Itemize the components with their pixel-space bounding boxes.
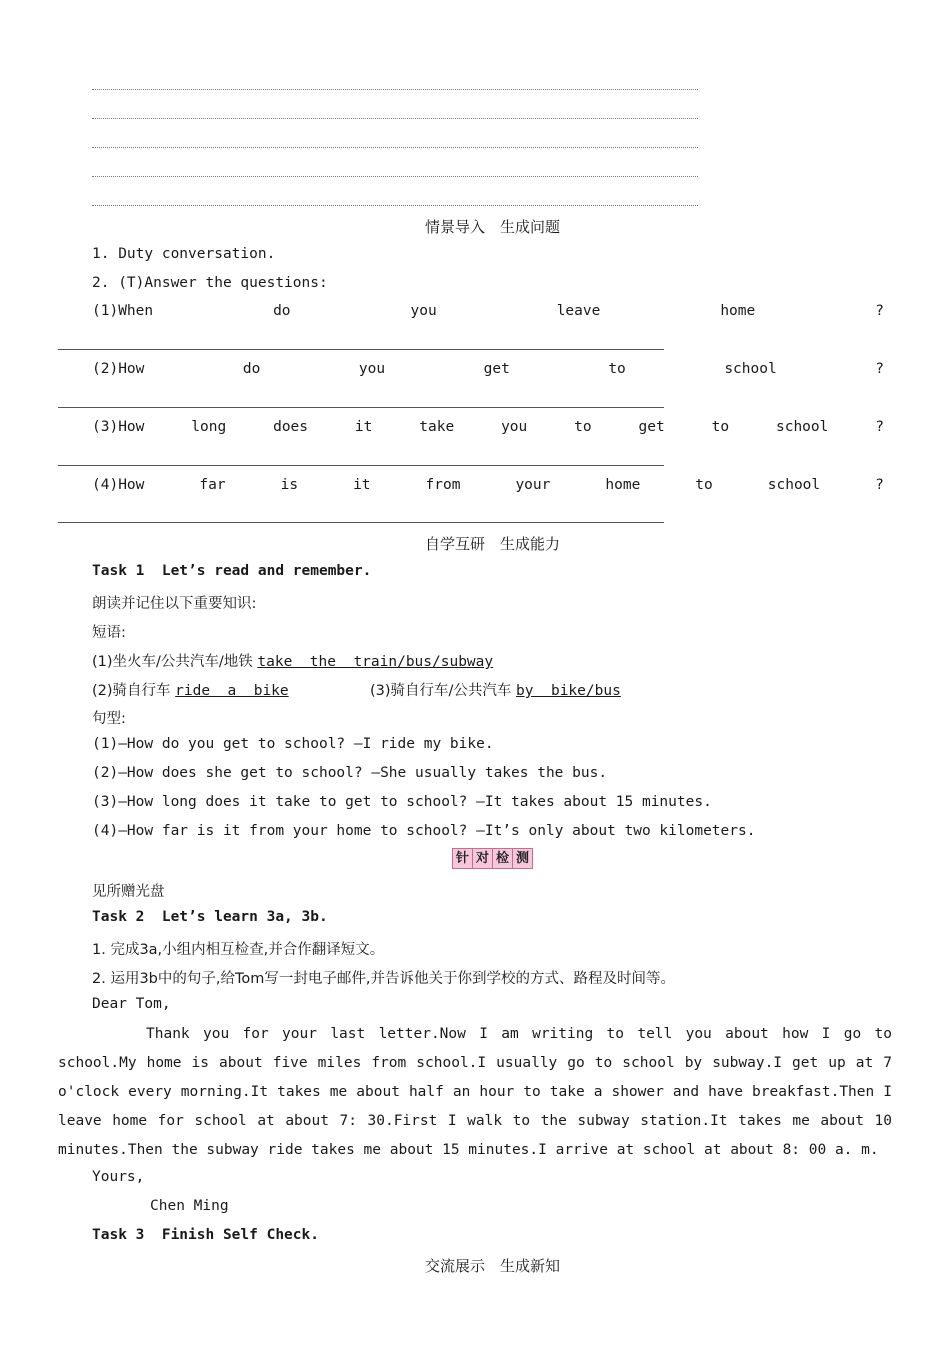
question-word: (2)How [92,361,145,377]
task2-item-2: 2. 运用3b中的句子,给Tom写一封电子邮件,并告诉他关于你到学校的方式、路程及时间等。 [92,971,675,987]
question-word: (4)How [92,477,145,493]
task1-intro: 朗读并记住以下重要知识: [92,596,257,612]
question-word: school [775,419,829,435]
question-word: home [605,477,641,493]
question-word: you [358,361,386,377]
question-word: from [425,477,461,493]
writing-line [92,118,698,119]
section-heading-selfstudy: 自学互研 生成能力 [424,535,560,553]
letter-greeting: Dear Tom, [92,996,171,1012]
question-row [92,477,884,493]
answer-line [58,407,664,408]
letter-signature: Chen Ming [150,1198,229,1214]
badge-char: 测 [513,849,532,868]
question-word: to [608,361,626,377]
question-word: school [767,477,821,493]
question-word: ? [875,361,884,377]
section-heading-share: 交流展示 生成新知 [424,1257,560,1275]
phrase-2 [92,679,289,700]
answer-line [58,349,664,350]
phrase-3-prompt: (3)骑自行车/公共汽车 [370,683,517,699]
warmup-item-1: 1. Duty conversation. [92,246,276,262]
question-word: you [410,303,437,319]
warmup-item-2: 2. (T)Answer the questions: [92,275,328,291]
see-disc-note: 见所赠光盘 [92,884,165,900]
section-heading-intro: 情景导入 生成问题 [424,218,560,236]
badge-char: 对 [473,849,493,868]
task2-item-1: 1. 完成3a,小组内相互检查,并合作翻译短文。 [92,942,385,958]
writing-line [92,89,698,90]
question-word: to [711,419,730,435]
question-word: far [199,477,226,493]
question-word: is [280,477,299,493]
writing-line [92,147,698,148]
writing-line [92,205,698,206]
question-word: it [353,477,371,493]
question-word: take [419,419,455,435]
sentence-pattern: (1)—How do you get to school? —I ride my bike. [92,736,494,752]
question-word: it [354,419,373,435]
question-word: to [695,477,713,493]
question-row [92,303,884,319]
question-word: to [574,419,592,435]
phrase-1-prompt: (1)坐火车/公共汽车/地铁 [92,654,258,670]
question-row [92,419,884,435]
question-word: school [724,361,777,377]
question-word: you [501,419,528,435]
question-word: does [273,419,309,435]
writing-line [92,176,698,177]
question-word: long [191,419,227,435]
phrase-3-answer: by bike/bus [516,683,621,699]
question-word: ? [875,419,884,435]
question-word: (3)How [92,419,145,435]
task2-title: Task 2 Let’s learn 3a, 3b. [92,909,328,925]
sentence-pattern: (4)—How far is it from your home to school? —It’s only about two kilometers. [92,823,756,839]
phrases-label: 短语: [92,625,126,641]
answer-line [58,465,664,466]
question-word: get [638,419,665,435]
question-word: (1)When [92,303,154,319]
task1-title: Task 1 Let’s read and remember. [92,563,372,579]
phrase-1 [92,650,493,671]
question-word: your [515,477,551,493]
sentence-pattern: (3)—How long does it take to get to school? —It takes about 15 minutes. [92,794,712,810]
letter-body: Thank you for your last letter.Now I am writing to tell you about how I go to school.My home is about five miles from school.I usually go to school by subway.I get up at 7 o'clock every morning.It takes me about half an hour to take a shower and have breakfast.Then I leave home for school at about 7: 30.First I walk to the subway station.It takes me about 10 minutes.Then the subway ride takes me about 15 minutes.I arrive at school at about 8: 00 a. m. [58,1026,892,1158]
question-word: ? [875,477,884,493]
badge-char: 检 [493,849,513,868]
question-word: home [720,303,756,319]
question-row [92,361,884,377]
letter-closing: Yours, [92,1169,145,1185]
question-word: leave [556,303,601,319]
badge-char: 针 [453,849,473,868]
sentences-label: 句型: [92,711,126,727]
task3-title: Task 3 Finish Self Check. [92,1227,319,1243]
question-word: do [242,361,261,377]
question-word: get [483,361,510,377]
question-word: ? [875,303,884,319]
phrase-2-answer: ride a bike [175,683,289,699]
sentence-pattern: (2)—How does she get to school? —She usually takes the bus. [92,765,608,781]
phrase-3 [370,679,621,700]
question-word: do [273,303,291,319]
answer-line [58,522,664,523]
phrase-1-answer: take the train/bus/subway [257,654,494,670]
targeted-check-badge [452,848,533,869]
phrase-2-prompt: (2)骑自行车 [92,683,176,699]
